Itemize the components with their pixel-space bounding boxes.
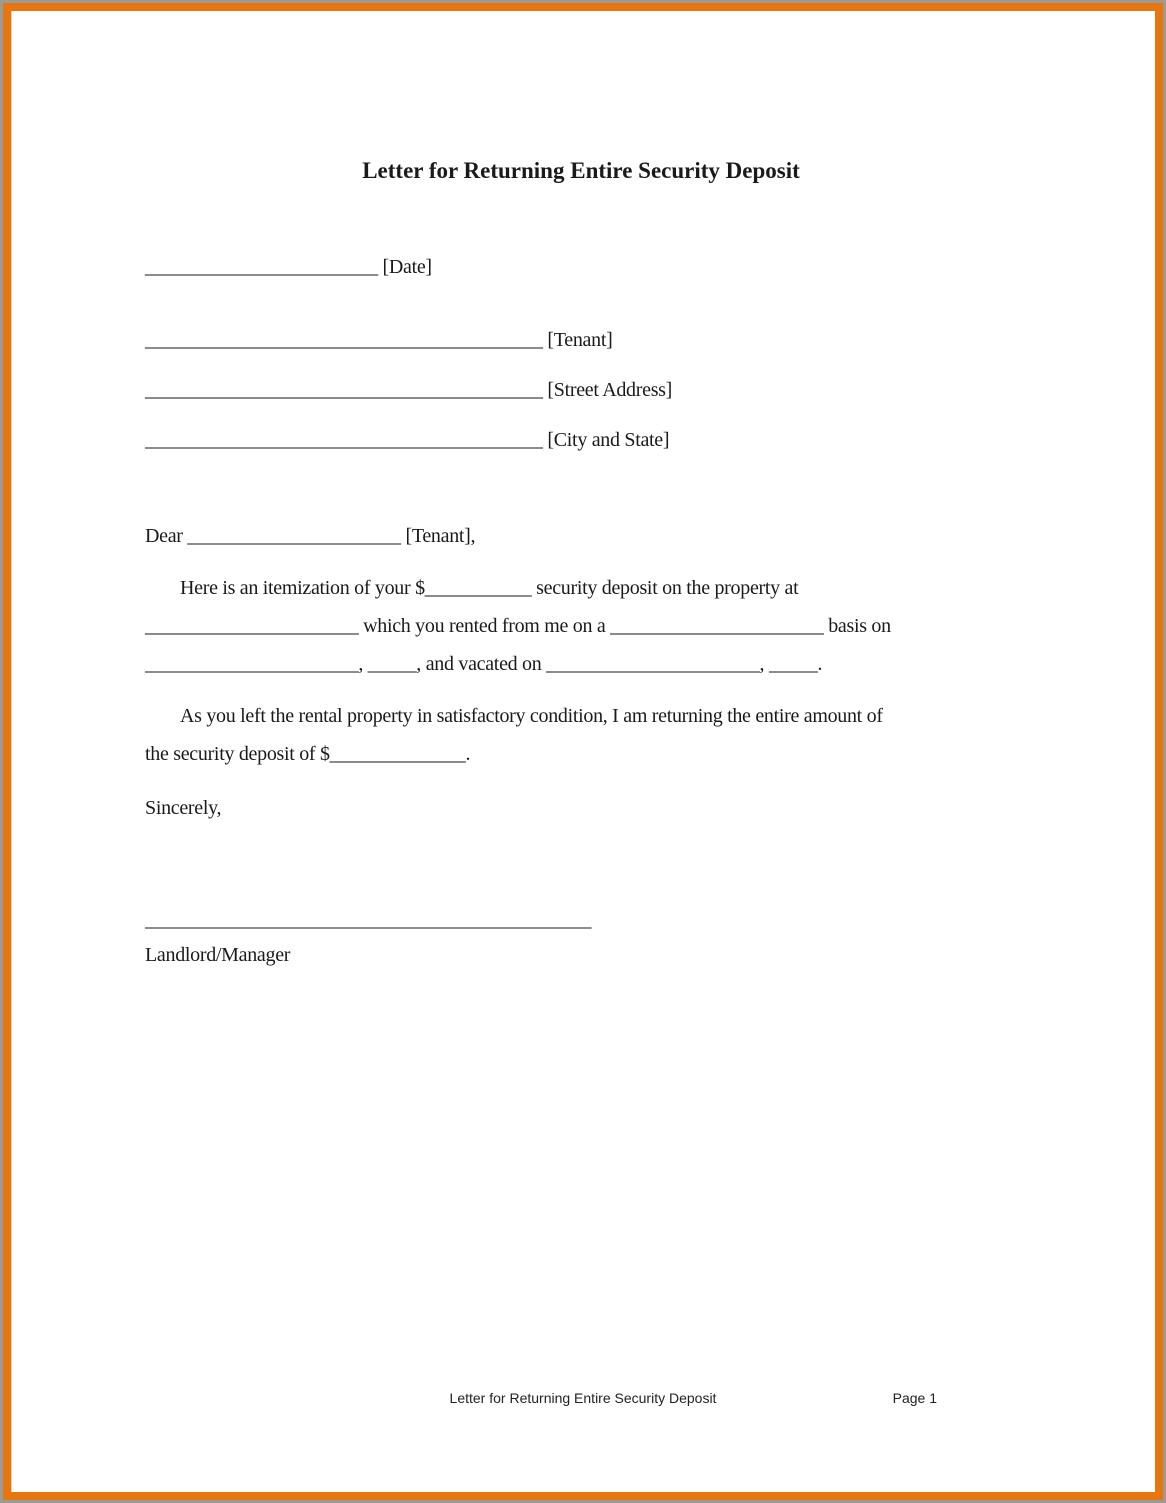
body-line: ______________________, _____, and vacated on ______________________, _____. bbox=[145, 653, 823, 675]
body-line: As you left the rental property in satisfactory condition, I am returning the entire amount of bbox=[180, 705, 883, 727]
page-number-label: Page 1 bbox=[892, 1390, 937, 1406]
letter-title: Letter for Returning Entire Security Deposit bbox=[362, 158, 800, 183]
body-paragraph-2 bbox=[145, 697, 1017, 773]
body-line: the security deposit of $______________. bbox=[145, 743, 471, 765]
body-line: Here is an itemization of your $___________ security deposit on the property at bbox=[180, 577, 799, 599]
salutation: Dear ______________________ [Tenant], bbox=[145, 525, 476, 547]
date-line: ________________________ [Date] bbox=[145, 256, 432, 278]
address-line-city-state: _________________________________________ [City and State] bbox=[145, 429, 670, 451]
closing: Sincerely, bbox=[145, 797, 222, 819]
letter-content bbox=[11, 11, 1155, 1492]
body-paragraph-1 bbox=[145, 569, 1017, 683]
paper bbox=[11, 11, 1155, 1492]
signature-line: ______________________________________________ bbox=[145, 909, 592, 931]
address-line-tenant: _________________________________________ [Tenant] bbox=[145, 329, 613, 351]
address-line-street: _________________________________________ [Street Address] bbox=[145, 379, 673, 401]
address-block bbox=[145, 315, 1017, 465]
page-footer bbox=[11, 1390, 1155, 1408]
footer-document-title: Letter for Returning Entire Security Deposit bbox=[449, 1390, 717, 1406]
signature-label: Landlord/Manager bbox=[145, 944, 291, 966]
body-line: ______________________ which you rented from me on a ______________________ basis on bbox=[145, 615, 891, 637]
